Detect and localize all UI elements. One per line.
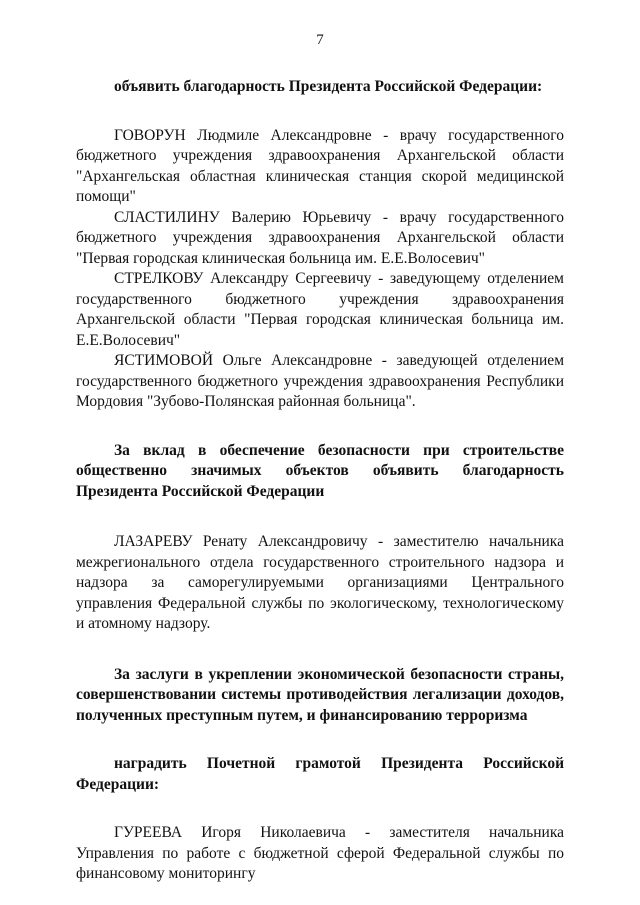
heading-gratitude: объявить благодарность Президента Российской Федерации: (114, 78, 543, 95)
award-entry-strelkov: СТРЕЛКОВУ Александру Сергеевичу - заведующему отделением государственного бюджетного учреждения здравоохранения Архангельской области "Первая городская клиническая больница им. Е.Е.Волосевич" (76, 270, 564, 349)
heading-economic-security: За заслуги в укреплении экономической безопасности страны, совершенствовании системы противодействия легализации доходов, полученных преступным путем, и финансированию терроризма (76, 665, 564, 724)
award-entry-lazarev: ЛАЗАРЕВУ Ренату Александровичу - заместителю начальника межрегионального отдела государственного строительного надзора и надзора за саморегулируемыми организациями Центрального управления Федеральной службы по экологическому, технологическому и атомному надзору. (76, 533, 564, 632)
award-entry-govorun: ГОВОРУН Людмиле Александровне - врачу государственного бюджетного учреждения здравоохранения Архангельской области "Архангельская областная клиническая станция скорой медицинской помощи" (76, 126, 564, 205)
heading-certificate: наградить Почетной грамотой Президента Российской Федерации: (76, 755, 564, 793)
heading-construction-safety: За вклад в обеспечение безопасности при строительстве общественно значимых объектов объявить благодарность Президента Российской Федерации (76, 441, 564, 500)
page-number: 7 (316, 32, 324, 48)
document-body (76, 77, 564, 885)
award-entry-yastimova: ЯСТИМОВОЙ Ольге Александровне - заведующей отделением государственного бюджетного учреждения здравоохранения Республики Мордовия "Зубово-Полянская районная больница". (76, 352, 564, 410)
award-entry-gureev: ГУРЕЕВА Игоря Николаевича - заместителя начальника Управления по работе с бюджетной сферой Федеральной службы по финансовому мониторингу (76, 824, 564, 882)
award-entry-slastilin: СЛАСТИЛИНУ Валерию Юрьевичу - врачу государственного бюджетного учреждения здравоохранения Архангельской области "Первая городская клиническая больница им. Е.Е.Волосевич" (76, 208, 564, 267)
